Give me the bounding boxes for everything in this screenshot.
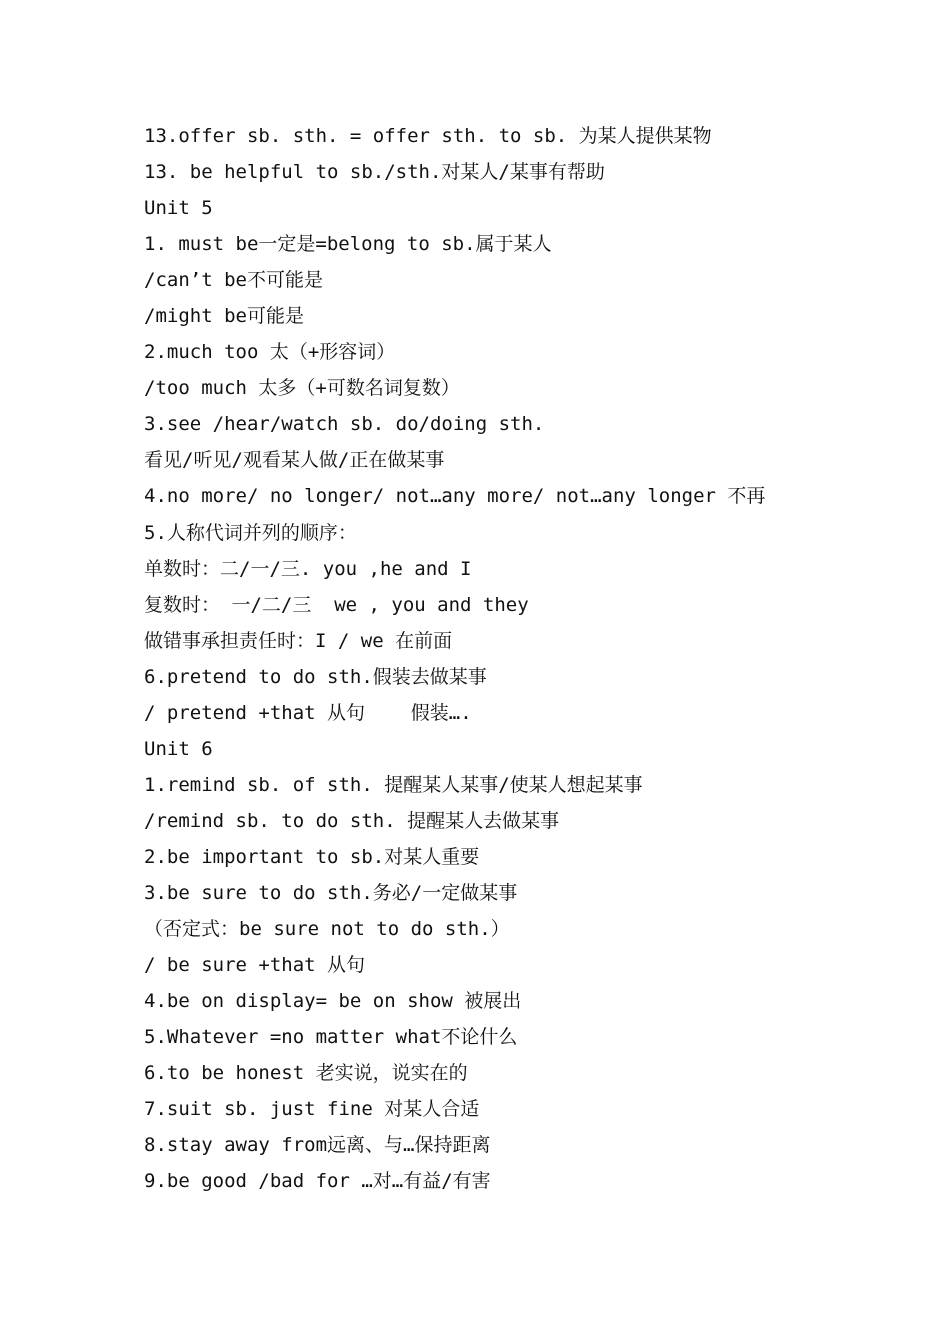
line-see-hear-watch-meaning: 看见/听见/观看某人做/正在做某事 bbox=[144, 449, 445, 472]
line-must-be: 1. must be一定是=belong to sb.属于某人 bbox=[144, 233, 552, 256]
line-remind-of: 1.remind sb. of sth. 提醒某人某事/使某人想起某事 bbox=[144, 773, 643, 796]
line-see-hear-watch: 3.see /hear/watch sb. do/doing sth. bbox=[144, 413, 545, 436]
line-pretend-to-do: 6.pretend to do sth.假装去做某事 bbox=[144, 665, 487, 688]
line-remind-to-do: /remind sb. to do sth. 提醒某人去做某事 bbox=[144, 809, 560, 832]
line-be-important: 2.be important to sb.对某人重要 bbox=[144, 845, 480, 868]
line-pronoun-order: 5.人称代词并列的顺序： bbox=[144, 521, 357, 544]
line-too-much: /too much 太多（+可数名词复数） bbox=[144, 377, 460, 400]
document-body bbox=[144, 118, 904, 1199]
line-plural-order: 复数时： 一/二/三 we , you and they bbox=[144, 593, 529, 616]
line-much-too: 2.much too 太（+形容词） bbox=[144, 341, 396, 364]
line-suit-sb: 7.suit sb. just fine 对某人合适 bbox=[144, 1098, 480, 1121]
line-be-sure-negative: （否定式：be sure not to do sth.） bbox=[144, 918, 510, 941]
line-no-more: 4.no more/ no longer/ not…any more/ not…any longer 不再 bbox=[144, 485, 766, 508]
line-might-be: /might be可能是 bbox=[144, 305, 304, 328]
line-responsibility-order: 做错事承担责任时：I / we 在前面 bbox=[144, 629, 453, 652]
line-whatever: 5.Whatever =no matter what不论什么 bbox=[144, 1026, 518, 1049]
line-offer: 13.offer sb. sth. = offer sth. to sb. 为某人提供某物 bbox=[144, 125, 712, 147]
line-singular-order: 单数时：二/一/三. you ,he and I bbox=[144, 557, 472, 580]
line-on-display: 4.be on display= be on show 被展出 bbox=[144, 990, 522, 1013]
unit-5-heading: Unit 5 bbox=[144, 197, 213, 220]
line-be-sure-that: / be sure +that 从句 bbox=[144, 954, 366, 977]
line-stay-away-from: 8.stay away from远离、与…保持距离 bbox=[144, 1134, 491, 1157]
line-cant-be: /can’t be不可能是 bbox=[144, 269, 323, 292]
line-be-good-bad-for: 9.be good /bad for …对…有益/有害 bbox=[144, 1170, 491, 1193]
unit-6-heading: Unit 6 bbox=[144, 737, 213, 760]
line-be-sure-to-do: 3.be sure to do sth.务必/一定做某事 bbox=[144, 881, 518, 904]
line-be-helpful: 13. be helpful to sb./sth.对某人/某事有帮助 bbox=[144, 161, 605, 184]
line-pretend-that: / pretend +that 从句 假装…. bbox=[144, 701, 472, 724]
line-to-be-honest: 6.to be honest 老实说，说实在的 bbox=[144, 1062, 468, 1085]
